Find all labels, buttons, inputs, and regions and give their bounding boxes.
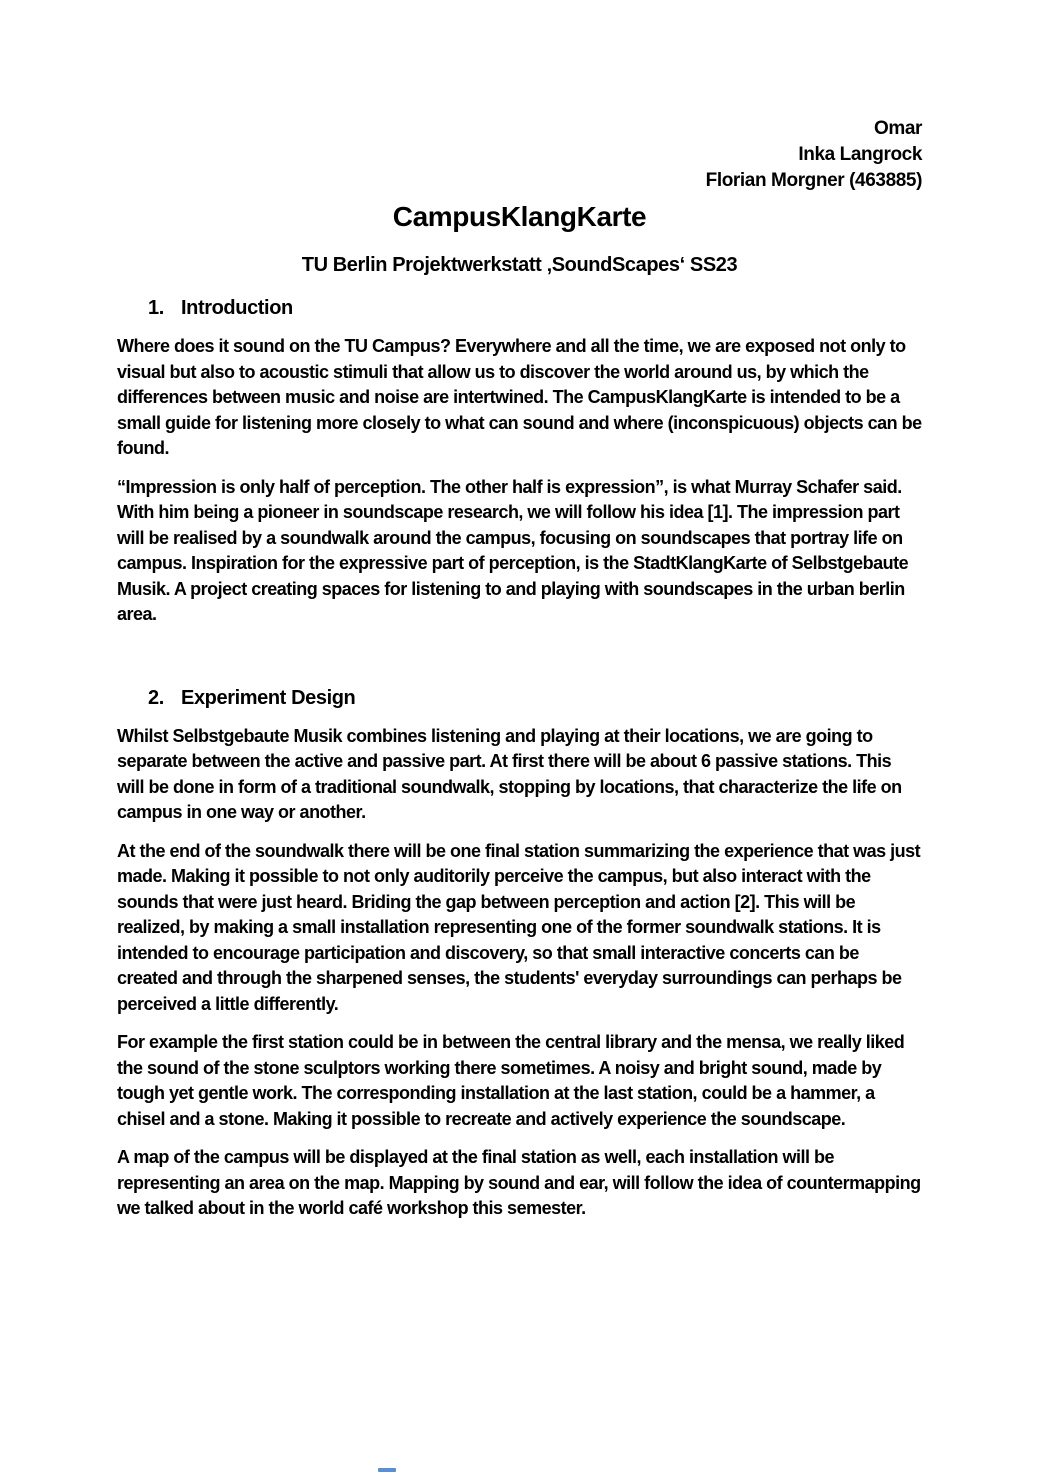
section-title: Experiment Design <box>181 686 356 709</box>
page-bottom-artifact <box>378 1468 396 1472</box>
paragraph-design-1: Whilst Selbstgebaute Musik combines listening and playing at their locations, we are going to separate between the active and passive part. At first there will be about 6 passive stations. This will be done in form of a traditional soundwalk, stopping by locations, that characterize the life on campus in one way or another. <box>117 725 902 822</box>
document-subtitle: TU Berlin Projektwerkstatt ‚SoundScapes‘ SS23 <box>301 254 738 276</box>
paragraph-intro-1: Where does it sound on the TU Campus? Everywhere and all the time, we are exposed not only to visual but also to acoustic stimuli that allow us to discover the world around us, by which the differences between music and noise are intertwined. The CampusKlangKarte is intended to be a small guide for listening more closely to what can sound and where (inconspicuous) objects can be found. <box>117 336 922 458</box>
author-line-2: Inka Langrock <box>798 144 922 165</box>
document-title: CampusKlangKarte <box>392 201 647 232</box>
section-title: Introduction <box>181 297 293 319</box>
section-number: 2. <box>148 686 164 709</box>
paragraph-intro-2: “Impression is only half of perception. The other half is expression”, is what Murray Schafer said. With him being a pioneer in soundscape research, we will follow his idea [1]. The impression part will be realised by a soundwalk around the campus, focusing on soundscapes that portray life on campus. Inspiration for the expressive part of perception, is the StadtKlangKarte of Selbstgebaute Musik. A project creating spaces for listening to and playing with soundscapes in the urban berlin area. <box>117 476 909 624</box>
section-heading-introduction <box>117 295 922 321</box>
author-line-1: Omar <box>873 118 922 139</box>
paragraph-design-2: At the end of the soundwalk there will be one final station summarizing the experience that was just made. Making it possible to not only auditorily perceive the campus, but also interact with the sounds that were just heard. Briding the gap between perception and action [2]. This will be realized, by making a small installation representing one of the former soundwalk stations. It is intended to encourage participation and discovery, so that small interactive concerts can be created and through the sharpened senses, the students' everyday surroundings can perhaps be perceived a little differently. <box>117 840 921 1014</box>
section-heading-experiment-design <box>117 685 922 711</box>
paragraph-design-3: For example the first station could be in between the central library and the mensa, we really liked the sound of the stone sculptors working there sometimes. A noisy and bright sound, made by tough yet gentle work. The corresponding installation at the last station, could be a hammer, a chisel and a stone. Making it possible to recreate and actively experience the soundscape. <box>117 1032 905 1129</box>
section-number: 1. <box>148 297 164 319</box>
paragraph-design-4: A map of the campus will be displayed at the final station as well, each installation will be representing an area on the map. Mapping by sound and ear, will follow the idea of countermapping we talked about in the world café workshop this semester. <box>117 1147 921 1218</box>
author-line-3: Florian Morgner (463885) <box>705 170 922 191</box>
author-block <box>117 116 922 194</box>
